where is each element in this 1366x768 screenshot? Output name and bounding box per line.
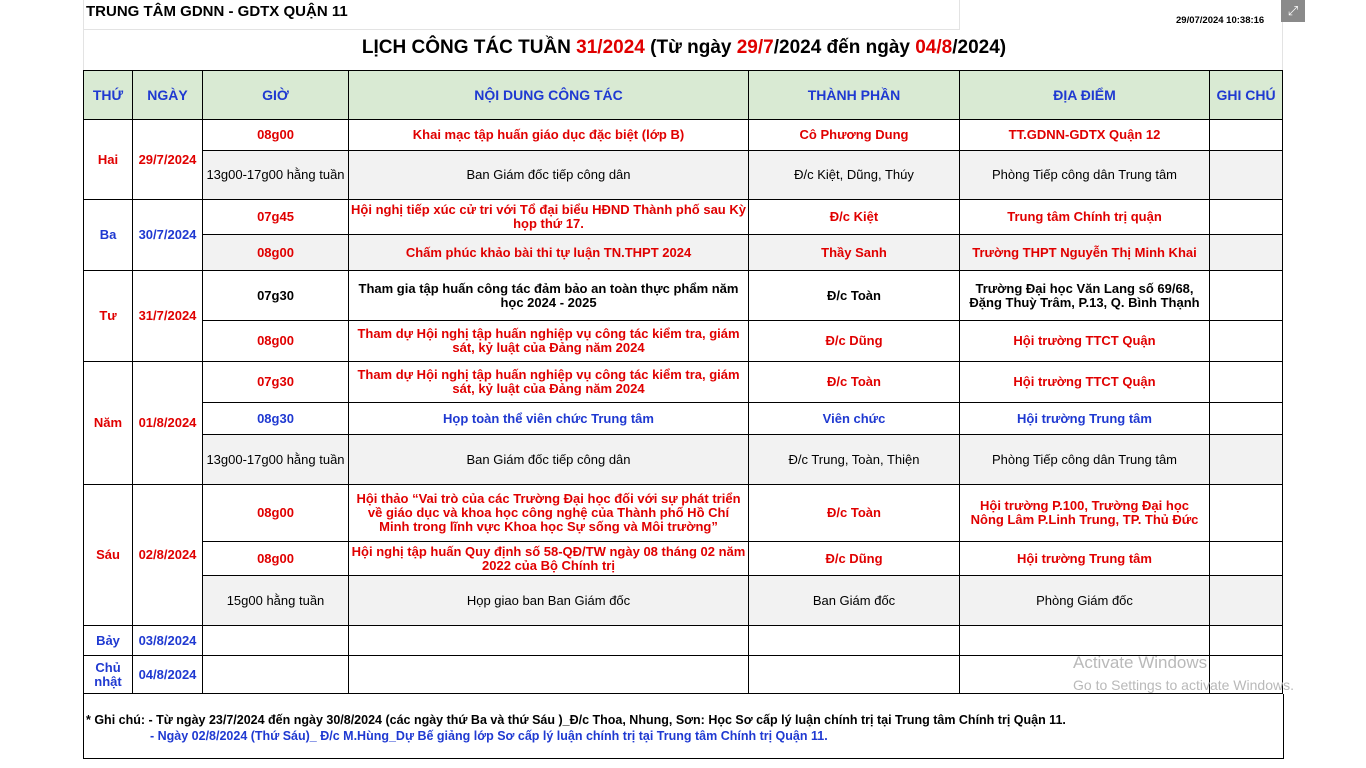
note-cell: [1210, 403, 1283, 435]
note-cell: [1210, 271, 1283, 321]
location-cell: Hội trường P.100, Trường Đại học Nông Lâm P.Linh Trung, TP. Thủ Đức: [960, 485, 1210, 542]
participants-cell: [749, 656, 960, 694]
participants-cell: Đ/c Toàn: [749, 271, 960, 321]
participants-cell: Đ/c Dũng: [749, 542, 960, 576]
table-row: [84, 403, 1283, 435]
note-line-1: * Ghi chú: - Từ ngày 23/7/2024 đến ngày 30/8/2024 (các ngày thứ Ba và thứ Sáu )_Đ/c Thoa, Nhung, Sơn: Học Sơ cấp lý luận chính trị tại Trung tâm Chính trị Quận 11.: [86, 713, 1066, 727]
day-name-cell: Sáu: [84, 485, 133, 626]
content-cell: Ban Giám đốc tiếp công dân: [349, 435, 749, 485]
location-cell: Trung tâm Chính trị quận: [960, 200, 1210, 235]
col-header-ngay: NGÀY: [133, 71, 203, 120]
content-cell: Khai mạc tập huấn giáo dục đặc biệt (lớp B): [349, 120, 749, 151]
location-cell: Trường THPT Nguyễn Thị Minh Khai: [960, 235, 1210, 271]
table-row: [84, 151, 1283, 200]
col-header-noi-dung: NỘI DUNG CÔNG TÁC: [349, 71, 749, 120]
note-cell: [1210, 576, 1283, 626]
table-row: [84, 542, 1283, 576]
table-row: [84, 435, 1283, 485]
location-cell: Phòng Tiếp công dân Trung tâm: [960, 435, 1210, 485]
time-cell: 08g30: [203, 403, 349, 435]
content-cell: Chấm phúc khảo bài thi tự luận TN.THPT 2024: [349, 235, 749, 271]
table-header-row: [84, 71, 1283, 120]
participants-cell: Đ/c Kiệt, Dũng, Thúy: [749, 151, 960, 200]
title-to-date: 04/8: [915, 37, 953, 58]
expand-icon[interactable]: ⤢: [1281, 0, 1305, 22]
content-cell: Ban Giám đốc tiếp công dân: [349, 151, 749, 200]
location-cell: Phòng Tiếp công dân Trung tâm: [960, 151, 1210, 200]
location-cell: Trường Đại học Văn Lang số 69/68, Đặng Thuỳ Trâm, P.13, Q. Bình Thạnh: [960, 271, 1210, 321]
table-row: [84, 235, 1283, 271]
note-cell: [1210, 151, 1283, 200]
note-cell: [1210, 362, 1283, 403]
title-from-date: 29/7: [736, 37, 774, 58]
time-cell: [203, 656, 349, 694]
day-name-cell: Năm: [84, 362, 133, 485]
activate-windows-watermark: [1073, 653, 1294, 693]
participants-cell: Viên chức: [749, 403, 960, 435]
participants-cell: Đ/c Kiệt: [749, 200, 960, 235]
participants-cell: Cô Phương Dung: [749, 120, 960, 151]
title-suffix: /2024): [952, 37, 1007, 58]
note-cell: [1210, 321, 1283, 362]
participants-cell: Đ/c Toàn: [749, 485, 960, 542]
note-cell: [1210, 626, 1283, 656]
location-cell: [960, 626, 1210, 656]
day-name-cell: Ba: [84, 200, 133, 271]
time-cell: 07g30: [203, 271, 349, 321]
table-row: [84, 120, 1283, 151]
note-cell: [1210, 120, 1283, 151]
location-cell: Hội trường Trung tâm: [960, 542, 1210, 576]
location-cell: Hội trường TTCT Quận: [960, 362, 1210, 403]
content-cell: [349, 626, 749, 656]
col-header-gio: GIỜ: [203, 71, 349, 120]
page-title: [84, 37, 1284, 59]
schedule-table: [83, 70, 1283, 694]
time-cell: 08g00: [203, 542, 349, 576]
time-cell: 13g00-17g00 hằng tuần: [203, 151, 349, 200]
print-timestamp: 29/07/2024 10:38:16: [1176, 15, 1265, 26]
table-row: [84, 362, 1283, 403]
time-cell: 08g00: [203, 321, 349, 362]
day-name-cell: Chủ nhật: [84, 656, 133, 694]
content-cell: Tham dự Hội nghị tập huấn nghiệp vụ công tác kiểm tra, giám sát, kỷ luật của Đảng năm 2024: [349, 321, 749, 362]
note-cell: [1210, 200, 1283, 235]
table-row: [84, 626, 1283, 656]
org-name: TRUNG TÂM GDNN - GDTX QUẬN 11: [86, 3, 348, 20]
note-cell: [1210, 435, 1283, 485]
day-name-cell: Tư: [84, 271, 133, 362]
day-name-cell: Bảy: [84, 626, 133, 656]
note-cell: [1210, 485, 1283, 542]
time-cell: [203, 626, 349, 656]
content-cell: Họp giao ban Ban Giám đốc: [349, 576, 749, 626]
frame-line-top: [83, 29, 959, 30]
day-date-cell: 04/8/2024: [133, 656, 203, 694]
time-cell: 13g00-17g00 hằng tuần: [203, 435, 349, 485]
title-to-label: /2024 đến ngày: [773, 37, 916, 58]
participants-cell: Ban Giám đốc: [749, 576, 960, 626]
notes-box: [83, 694, 1284, 759]
location-cell: Hội trường Trung tâm: [960, 403, 1210, 435]
content-cell: Hội thảo “Vai trò của các Trường Đại học đối với sự phát triển về giáo dục và khoa học công nghệ của Thành phố Hồ Chí Minh trong lĩnh vực Khoa học Sự sống và Môi trường”: [349, 485, 749, 542]
participants-cell: Đ/c Trung, Toàn, Thiện: [749, 435, 960, 485]
content-cell: Họp toàn thể viên chức Trung tâm: [349, 403, 749, 435]
time-cell: 15g00 hằng tuần: [203, 576, 349, 626]
frame-line-mid: [959, 0, 960, 30]
time-cell: 08g00: [203, 235, 349, 271]
title-prefix: LỊCH CÔNG TÁC TUẦN: [361, 37, 577, 58]
content-cell: [349, 656, 749, 694]
col-header-dia-diem: ĐỊA ĐIỂM: [960, 71, 1210, 120]
content-cell: Tham gia tập huấn công tác đảm bảo an toàn thực phẩm năm học 2024 - 2025: [349, 271, 749, 321]
watermark-subtitle: Go to Settings to activate Windows.: [1073, 677, 1294, 693]
location-cell: TT.GDNN-GDTX Quận 12: [960, 120, 1210, 151]
day-date-cell: 02/8/2024: [133, 485, 203, 626]
day-date-cell: 30/7/2024: [133, 200, 203, 271]
table-row: [84, 576, 1283, 626]
location-cell: Phòng Giám đốc: [960, 576, 1210, 626]
note-line-2: - Ngày 02/8/2024 (Thứ Sáu)_ Đ/c M.Hùng_Dự Bế giảng lớp Sơ cấp lý luận chính trị tại Trung tâm Chính trị Quận 11.: [150, 729, 828, 743]
title-from-label: (Từ ngày: [644, 37, 737, 58]
table-row: [84, 271, 1283, 321]
day-date-cell: 31/7/2024: [133, 271, 203, 362]
watermark-title: Activate Windows: [1073, 653, 1208, 672]
location-cell: Hội trường TTCT Quận: [960, 321, 1210, 362]
time-cell: 08g00: [203, 120, 349, 151]
participants-cell: [749, 626, 960, 656]
day-date-cell: 01/8/2024: [133, 362, 203, 485]
col-header-thu: THỨ: [84, 71, 133, 120]
time-cell: 07g45: [203, 200, 349, 235]
participants-cell: Thầy Sanh: [749, 235, 960, 271]
col-header-ghi-chu: GHI CHÚ: [1210, 71, 1283, 120]
table-row: [84, 321, 1283, 362]
title-week: 31/2024: [576, 37, 645, 58]
frame-line-left: [83, 0, 84, 70]
content-cell: Hội nghị tập huấn Quy định số 58-QĐ/TW ngày 08 tháng 02 năm 2022 của Bộ Chính trị: [349, 542, 749, 576]
content-cell: Tham dự Hội nghị tập huấn nghiệp vụ công tác kiểm tra, giám sát, kỷ luật của Đảng năm 2024: [349, 362, 749, 403]
time-cell: 08g00: [203, 485, 349, 542]
participants-cell: Đ/c Toàn: [749, 362, 960, 403]
col-header-thanh-phan: THÀNH PHẦN: [749, 71, 960, 120]
day-date-cell: 03/8/2024: [133, 626, 203, 656]
note-cell: [1210, 542, 1283, 576]
participants-cell: Đ/c Dũng: [749, 321, 960, 362]
day-name-cell: Hai: [84, 120, 133, 200]
table-row: [84, 485, 1283, 542]
table-row: [84, 200, 1283, 235]
note-cell: [1210, 235, 1283, 271]
day-date-cell: 29/7/2024: [133, 120, 203, 200]
time-cell: 07g30: [203, 362, 349, 403]
content-cell: Hội nghị tiếp xúc cử tri với Tổ đại biểu HĐND Thành phố sau Kỳ họp thứ 17.: [349, 200, 749, 235]
